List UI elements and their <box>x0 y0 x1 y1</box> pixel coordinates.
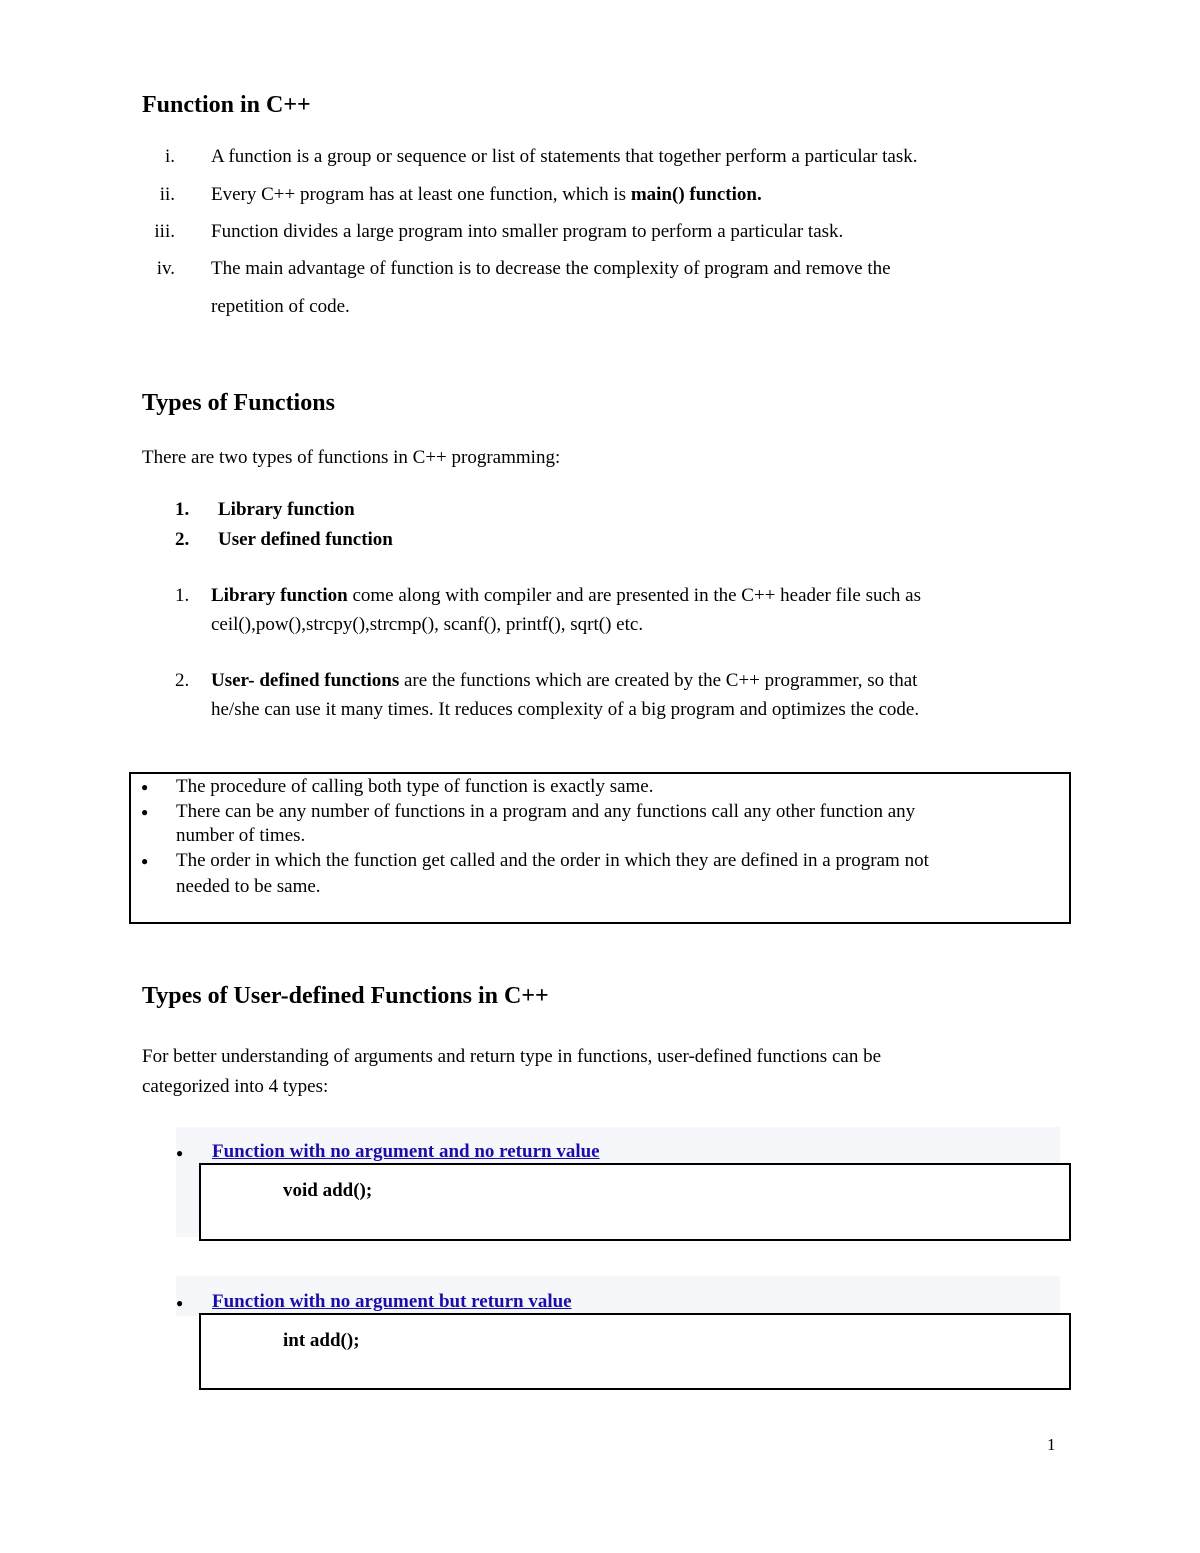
type-link[interactable]: Function with no argument and no return value <box>212 1141 600 1162</box>
note-continuation: needed to be same. <box>176 876 321 897</box>
detail-continuation: ceil(),pow(),strcpy(),strcmp(), scanf(), printf(), sqrt() etc. <box>211 614 644 635</box>
detail-continuation: he/she can use it many times. It reduces complexity of a big program and optimizes the code. <box>211 699 920 720</box>
detail-marker: 2. <box>175 670 190 691</box>
code-box <box>199 1163 1071 1241</box>
detail-plain: are the functions which are created by the C++ programmer, so that <box>399 670 918 691</box>
list-item-text: The main advantage of function is to decrease the complexity of program and remove the <box>211 258 891 279</box>
bullet-icon: ● <box>141 780 149 794</box>
roman-numeral: iii. <box>154 221 175 242</box>
bullet-icon: ● <box>141 805 149 819</box>
detail-text <box>211 585 921 607</box>
list-item-text: Function divides a large program into smaller program to perform a particular task. <box>211 221 844 242</box>
note-text: There can be any number of functions in a program and any functions call any other function any <box>176 801 916 822</box>
type-link[interactable]: Function with no argument but return value <box>212 1291 572 1312</box>
page-number: 1 <box>1047 1435 1056 1454</box>
bullet-icon: ● <box>176 1296 184 1310</box>
section-title-function: Function in C++ <box>142 92 311 118</box>
list-item-text: A function is a group or sequence or list of statements that together perform a particular task. <box>211 146 918 167</box>
list-item-continuation: repetition of code. <box>211 296 350 317</box>
list-item-text <box>211 184 762 206</box>
section-intro: There are two types of functions in C++ programming: <box>142 447 561 468</box>
list-item-bold: main() function. <box>630 184 762 205</box>
numbered-marker: 1. <box>175 499 190 520</box>
note-text: The order in which the function get called and the order in which they are defined in a program not <box>176 850 929 871</box>
numbered-label: User defined function <box>218 529 393 550</box>
bullet-icon: ● <box>176 1146 184 1160</box>
section-intro-continuation: categorized into 4 types: <box>142 1076 329 1097</box>
detail-text <box>211 670 917 692</box>
section-intro: For better understanding of arguments and return type in functions, user-defined functions can be <box>142 1046 882 1067</box>
detail-plain: come along with compiler and are presented in the C++ header file such as <box>347 585 921 606</box>
note-text: The procedure of calling both type of function is exactly same. <box>176 776 654 797</box>
detail-marker: 1. <box>175 585 190 606</box>
list-item-plain: Every C++ program has at least one function, which is <box>211 184 631 205</box>
detail-bold: Library function <box>211 585 348 606</box>
roman-numeral: iv. <box>156 258 175 279</box>
roman-numeral: ii. <box>159 184 175 205</box>
roman-numeral: i. <box>164 146 175 167</box>
type-link-text <box>212 1291 572 1313</box>
numbered-label: Library function <box>218 499 355 520</box>
section-title-user-defined: Types of User-defined Functions in C++ <box>142 983 549 1009</box>
type-link-text <box>212 1141 600 1163</box>
section-title-types: Types of Functions <box>142 390 335 416</box>
code-snippet: int add(); <box>283 1330 360 1351</box>
numbered-marker: 2. <box>175 529 190 550</box>
code-snippet: void add(); <box>283 1180 373 1201</box>
note-continuation: number of times. <box>176 825 306 846</box>
detail-bold: User- defined functions <box>211 670 400 691</box>
bullet-icon: ● <box>141 854 149 868</box>
